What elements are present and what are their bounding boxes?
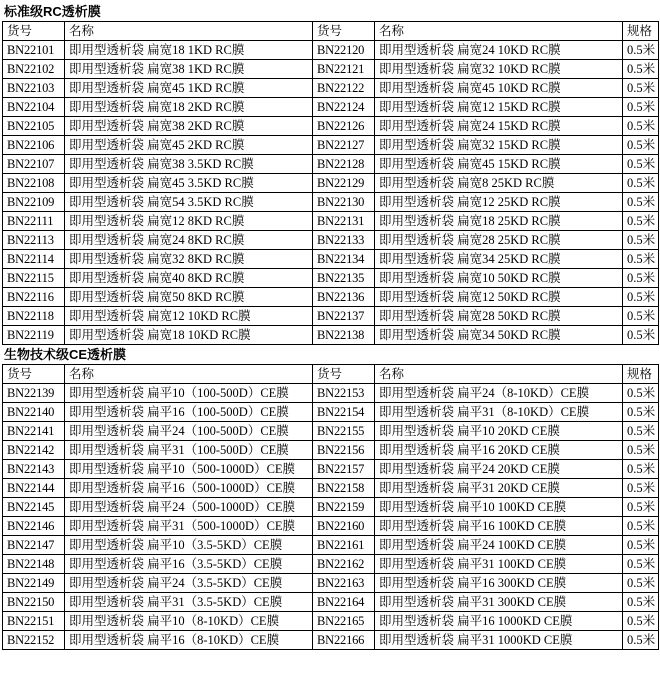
product-code: BN22138: [313, 326, 375, 345]
product-code: BN22115: [3, 269, 65, 288]
product-code: BN22106: [3, 136, 65, 155]
product-code: BN22109: [3, 193, 65, 212]
table-row: [3, 193, 659, 212]
product-spec: 0.5米: [623, 612, 659, 631]
product-name: 即用型透析袋 扁宽12 8KD RC膜: [65, 212, 313, 231]
table-row: [3, 250, 659, 269]
product-code: BN22114: [3, 250, 65, 269]
product-spec: 0.5米: [623, 422, 659, 441]
product-code: BN22136: [313, 288, 375, 307]
table-row: [3, 79, 659, 98]
product-spec: 0.5米: [623, 517, 659, 536]
product-code: BN22148: [3, 555, 65, 574]
product-name: 即用型透析袋 扁宽38 1KD RC膜: [65, 60, 313, 79]
header-code-right: 货号: [313, 365, 375, 384]
product-name: 即用型透析袋 扁宽12 25KD RC膜: [375, 193, 623, 212]
product-spec: 0.5米: [623, 231, 659, 250]
product-code: BN22107: [3, 155, 65, 174]
product-name: 即用型透析袋 扁宽18 1KD RC膜: [65, 41, 313, 60]
product-spec: 0.5米: [623, 212, 659, 231]
product-name: 即用型透析袋 扁平16（8-10KD）CE膜: [65, 631, 313, 650]
product-name: 即用型透析袋 扁平16 300KD CE膜: [375, 574, 623, 593]
product-spec: 0.5米: [623, 555, 659, 574]
product-code: BN22137: [313, 307, 375, 326]
product-name: 即用型透析袋 扁平31（500-1000D）CE膜: [65, 517, 313, 536]
table-row: [3, 460, 659, 479]
product-code: BN22133: [313, 231, 375, 250]
header-name-left: 名称: [65, 365, 313, 384]
product-name: 即用型透析袋 扁宽28 50KD RC膜: [375, 307, 623, 326]
product-spec: 0.5米: [623, 117, 659, 136]
product-name: 即用型透析袋 扁宽28 25KD RC膜: [375, 231, 623, 250]
product-code: BN22153: [313, 384, 375, 403]
product-code: BN22124: [313, 98, 375, 117]
product-name: 即用型透析袋 扁宽38 3.5KD RC膜: [65, 155, 313, 174]
product-table-ce: [2, 364, 659, 650]
product-name: 即用型透析袋 扁宽8 25KD RC膜: [375, 174, 623, 193]
product-spec: 0.5米: [623, 631, 659, 650]
product-code: BN22141: [3, 422, 65, 441]
header-spec: 规格: [623, 365, 659, 384]
table-row: [3, 174, 659, 193]
product-code: BN22127: [313, 136, 375, 155]
product-spec: 0.5米: [623, 193, 659, 212]
product-name: 即用型透析袋 扁平31 20KD CE膜: [375, 479, 623, 498]
header-code-right: 货号: [313, 22, 375, 41]
product-spec: 0.5米: [623, 441, 659, 460]
table-row: [3, 60, 659, 79]
product-code: BN22150: [3, 593, 65, 612]
table-row: [3, 41, 659, 60]
product-code: BN22108: [3, 174, 65, 193]
product-spec: 0.5米: [623, 326, 659, 345]
product-spec: 0.5米: [623, 384, 659, 403]
product-name: 即用型透析袋 扁平16（3.5-5KD）CE膜: [65, 555, 313, 574]
product-spec: 0.5米: [623, 498, 659, 517]
product-spec: 0.5米: [623, 41, 659, 60]
table-row: [3, 479, 659, 498]
table-row: [3, 326, 659, 345]
product-name: 即用型透析袋 扁宽45 2KD RC膜: [65, 136, 313, 155]
product-name: 即用型透析袋 扁平16（500-1000D）CE膜: [65, 479, 313, 498]
product-code: BN22111: [3, 212, 65, 231]
table-row: [3, 536, 659, 555]
product-code: BN22126: [313, 117, 375, 136]
header-name-left: 名称: [65, 22, 313, 41]
product-name: 即用型透析袋 扁平31（3.5-5KD）CE膜: [65, 593, 313, 612]
product-code: BN22162: [313, 555, 375, 574]
product-name: 即用型透析袋 扁宽34 25KD RC膜: [375, 250, 623, 269]
table-row: [3, 212, 659, 231]
product-spec: 0.5米: [623, 460, 659, 479]
table-row: [3, 574, 659, 593]
product-code: BN22145: [3, 498, 65, 517]
product-code: BN22135: [313, 269, 375, 288]
product-name: 即用型透析袋 扁宽54 3.5KD RC膜: [65, 193, 313, 212]
table-row: [3, 593, 659, 612]
product-name: 即用型透析袋 扁平10（100-500D）CE膜: [65, 384, 313, 403]
product-name: 即用型透析袋 扁平24（100-500D）CE膜: [65, 422, 313, 441]
product-name: 即用型透析袋 扁宽18 25KD RC膜: [375, 212, 623, 231]
product-code: BN22166: [313, 631, 375, 650]
product-code: BN22130: [313, 193, 375, 212]
product-code: BN22118: [3, 307, 65, 326]
product-name: 即用型透析袋 扁平31 300KD CE膜: [375, 593, 623, 612]
section-title-rc: 标准级RC透析膜: [4, 4, 101, 19]
product-code: BN22161: [313, 536, 375, 555]
product-code: BN22131: [313, 212, 375, 231]
product-spec: 0.5米: [623, 403, 659, 422]
product-name: 即用型透析袋 扁宽45 3.5KD RC膜: [65, 174, 313, 193]
product-code: BN22116: [3, 288, 65, 307]
table-row: [3, 441, 659, 460]
product-spec: 0.5米: [623, 60, 659, 79]
product-name: 即用型透析袋 扁宽38 2KD RC膜: [65, 117, 313, 136]
product-name: 即用型透析袋 扁宽12 15KD RC膜: [375, 98, 623, 117]
product-name: 即用型透析袋 扁平16 100KD CE膜: [375, 517, 623, 536]
header-code-left: 货号: [3, 365, 65, 384]
product-name: 即用型透析袋 扁平31（100-500D）CE膜: [65, 441, 313, 460]
header-name-right: 名称: [375, 22, 623, 41]
product-code: BN22151: [3, 612, 65, 631]
product-name: 即用型透析袋 扁平31 1000KD CE膜: [375, 631, 623, 650]
table-row: [3, 288, 659, 307]
product-name: 即用型透析袋 扁宽18 2KD RC膜: [65, 98, 313, 117]
product-name: 即用型透析袋 扁宽12 10KD RC膜: [65, 307, 313, 326]
product-code: BN22156: [313, 441, 375, 460]
product-name: 即用型透析袋 扁宽24 8KD RC膜: [65, 231, 313, 250]
product-code: BN22157: [313, 460, 375, 479]
product-spec: 0.5米: [623, 269, 659, 288]
product-spec: 0.5米: [623, 98, 659, 117]
product-name: 即用型透析袋 扁宽32 8KD RC膜: [65, 250, 313, 269]
product-name: 即用型透析袋 扁平24 20KD CE膜: [375, 460, 623, 479]
product-code: BN22140: [3, 403, 65, 422]
product-code: BN22165: [313, 612, 375, 631]
table-header-row: [3, 365, 659, 384]
table-row: [3, 631, 659, 650]
product-name: 即用型透析袋 扁宽45 1KD RC膜: [65, 79, 313, 98]
product-code: BN22144: [3, 479, 65, 498]
product-name: 即用型透析袋 扁平24（8-10KD）CE膜: [375, 384, 623, 403]
product-code: BN22163: [313, 574, 375, 593]
product-spec: 0.5米: [623, 174, 659, 193]
product-code: BN22104: [3, 98, 65, 117]
product-code: BN22149: [3, 574, 65, 593]
table-row: [3, 117, 659, 136]
product-name: 即用型透析袋 扁宽12 50KD RC膜: [375, 288, 623, 307]
table-row: [3, 517, 659, 536]
product-name: 即用型透析袋 扁宽50 8KD RC膜: [65, 288, 313, 307]
product-spec: 0.5米: [623, 250, 659, 269]
product-code: BN22152: [3, 631, 65, 650]
product-spec: 0.5米: [623, 593, 659, 612]
product-name: 即用型透析袋 扁宽24 10KD RC膜: [375, 41, 623, 60]
product-name: 即用型透析袋 扁宽10 50KD RC膜: [375, 269, 623, 288]
product-code: BN22105: [3, 117, 65, 136]
product-code: BN22147: [3, 536, 65, 555]
product-code: BN22134: [313, 250, 375, 269]
product-code: BN22129: [313, 174, 375, 193]
product-name: 即用型透析袋 扁平16（100-500D）CE膜: [65, 403, 313, 422]
product-code: BN22103: [3, 79, 65, 98]
product-code: BN22142: [3, 441, 65, 460]
product-spec: 0.5米: [623, 136, 659, 155]
product-name: 即用型透析袋 扁宽34 50KD RC膜: [375, 326, 623, 345]
product-name: 即用型透析袋 扁平10 100KD CE膜: [375, 498, 623, 517]
product-name: 即用型透析袋 扁宽32 15KD RC膜: [375, 136, 623, 155]
product-spec: 0.5米: [623, 155, 659, 174]
header-code-left: 货号: [3, 22, 65, 41]
product-name: 即用型透析袋 扁平16 1000KD CE膜: [375, 612, 623, 631]
product-spec: 0.5米: [623, 574, 659, 593]
product-spec: 0.5米: [623, 479, 659, 498]
table-row: [3, 403, 659, 422]
product-spec: 0.5米: [623, 307, 659, 326]
table-row: [3, 98, 659, 117]
table-row: [3, 231, 659, 250]
product-name: 即用型透析袋 扁平24（3.5-5KD）CE膜: [65, 574, 313, 593]
product-spec: 0.5米: [623, 536, 659, 555]
product-code: BN22121: [313, 60, 375, 79]
product-table-rc: [2, 21, 659, 345]
product-spec: 0.5米: [623, 79, 659, 98]
product-name: 即用型透析袋 扁平10 20KD CE膜: [375, 422, 623, 441]
table-row: [3, 307, 659, 326]
product-code: BN22139: [3, 384, 65, 403]
product-code: BN22164: [313, 593, 375, 612]
product-name: 即用型透析袋 扁宽18 10KD RC膜: [65, 326, 313, 345]
product-name: 即用型透析袋 扁平10（3.5-5KD）CE膜: [65, 536, 313, 555]
product-code: BN22143: [3, 460, 65, 479]
product-name: 即用型透析袋 扁平10（500-1000D）CE膜: [65, 460, 313, 479]
table-row: [3, 498, 659, 517]
header-spec: 规格: [623, 22, 659, 41]
product-name: 即用型透析袋 扁平24（500-1000D）CE膜: [65, 498, 313, 517]
table-header-row: [3, 22, 659, 41]
product-name: 即用型透析袋 扁宽45 10KD RC膜: [375, 79, 623, 98]
product-spec: 0.5米: [623, 288, 659, 307]
product-name: 即用型透析袋 扁平31（8-10KD）CE膜: [375, 403, 623, 422]
product-code: BN22113: [3, 231, 65, 250]
product-code: BN22122: [313, 79, 375, 98]
table-row: [3, 422, 659, 441]
product-name: 即用型透析袋 扁平10（8-10KD）CE膜: [65, 612, 313, 631]
product-code: BN22158: [313, 479, 375, 498]
table-row: [3, 136, 659, 155]
product-code: BN22128: [313, 155, 375, 174]
product-code: BN22154: [313, 403, 375, 422]
product-name: 即用型透析袋 扁宽32 10KD RC膜: [375, 60, 623, 79]
product-code: BN22160: [313, 517, 375, 536]
product-code: BN22119: [3, 326, 65, 345]
product-name: 即用型透析袋 扁宽45 15KD RC膜: [375, 155, 623, 174]
product-code: BN22146: [3, 517, 65, 536]
product-code: BN22101: [3, 41, 65, 60]
product-name: 即用型透析袋 扁宽24 15KD RC膜: [375, 117, 623, 136]
table-row: [3, 384, 659, 403]
product-code: BN22155: [313, 422, 375, 441]
product-name: 即用型透析袋 扁宽40 8KD RC膜: [65, 269, 313, 288]
header-name-right: 名称: [375, 365, 623, 384]
product-code: BN22102: [3, 60, 65, 79]
product-name: 即用型透析袋 扁平31 100KD CE膜: [375, 555, 623, 574]
section-title-ce: 生物技术级CE透析膜: [4, 347, 127, 362]
table-row: [3, 269, 659, 288]
table-row: [3, 612, 659, 631]
product-name: 即用型透析袋 扁平16 20KD CE膜: [375, 441, 623, 460]
product-code: BN22159: [313, 498, 375, 517]
product-code: BN22120: [313, 41, 375, 60]
table-row: [3, 555, 659, 574]
product-name: 即用型透析袋 扁平24 100KD CE膜: [375, 536, 623, 555]
table-row: [3, 155, 659, 174]
